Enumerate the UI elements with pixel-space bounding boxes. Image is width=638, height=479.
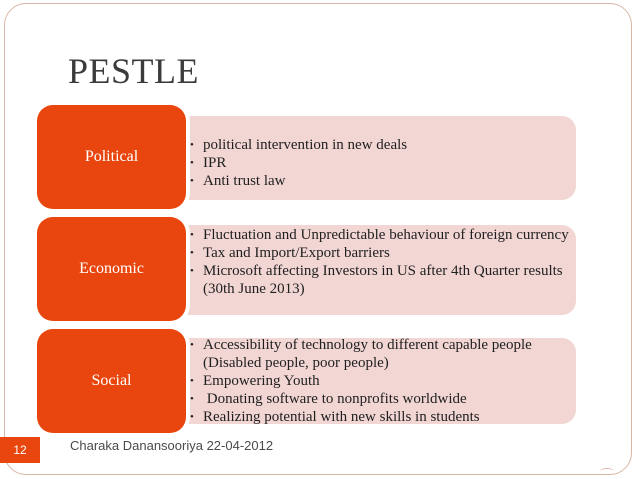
political-label: Political bbox=[84, 148, 139, 165]
list-item: • political intervention in new deals bbox=[190, 137, 408, 153]
list-item: • Accessibility of technology to different capable people (Disabled people, poor people) bbox=[190, 337, 532, 371]
political-label-box bbox=[37, 105, 186, 209]
list-item: • Anti trust law bbox=[190, 173, 286, 189]
list-item: • Donating software to nonprofits worldwide bbox=[190, 391, 467, 407]
corner-decoration bbox=[600, 468, 614, 475]
list-item: • Realizing potential with new skills in students bbox=[190, 409, 480, 425]
list-item: • Tax and Import/Export barriers bbox=[190, 245, 390, 261]
economic-label-box bbox=[37, 217, 186, 321]
list-item: • Empowering Youth bbox=[190, 373, 320, 389]
social-bullets bbox=[190, 336, 572, 426]
list-item: • Microsoft affecting Investors in US after 4th Quarter results (30th June 2013) bbox=[190, 263, 563, 297]
list-item: • IPR bbox=[190, 155, 227, 171]
social-label: Social bbox=[91, 372, 132, 389]
economic-bullets bbox=[190, 226, 572, 298]
political-bullets bbox=[190, 136, 572, 190]
page-number: 12 bbox=[0, 437, 40, 463]
economic-label: Economic bbox=[79, 260, 144, 277]
footer-text: Charaka Danansooriya 22-04-2012 bbox=[70, 438, 274, 453]
slide-title: PESTLE bbox=[68, 51, 200, 91]
social-label-box bbox=[37, 329, 186, 433]
list-item: • Fluctuation and Unpredictable behaviour of foreign currency bbox=[190, 227, 569, 243]
